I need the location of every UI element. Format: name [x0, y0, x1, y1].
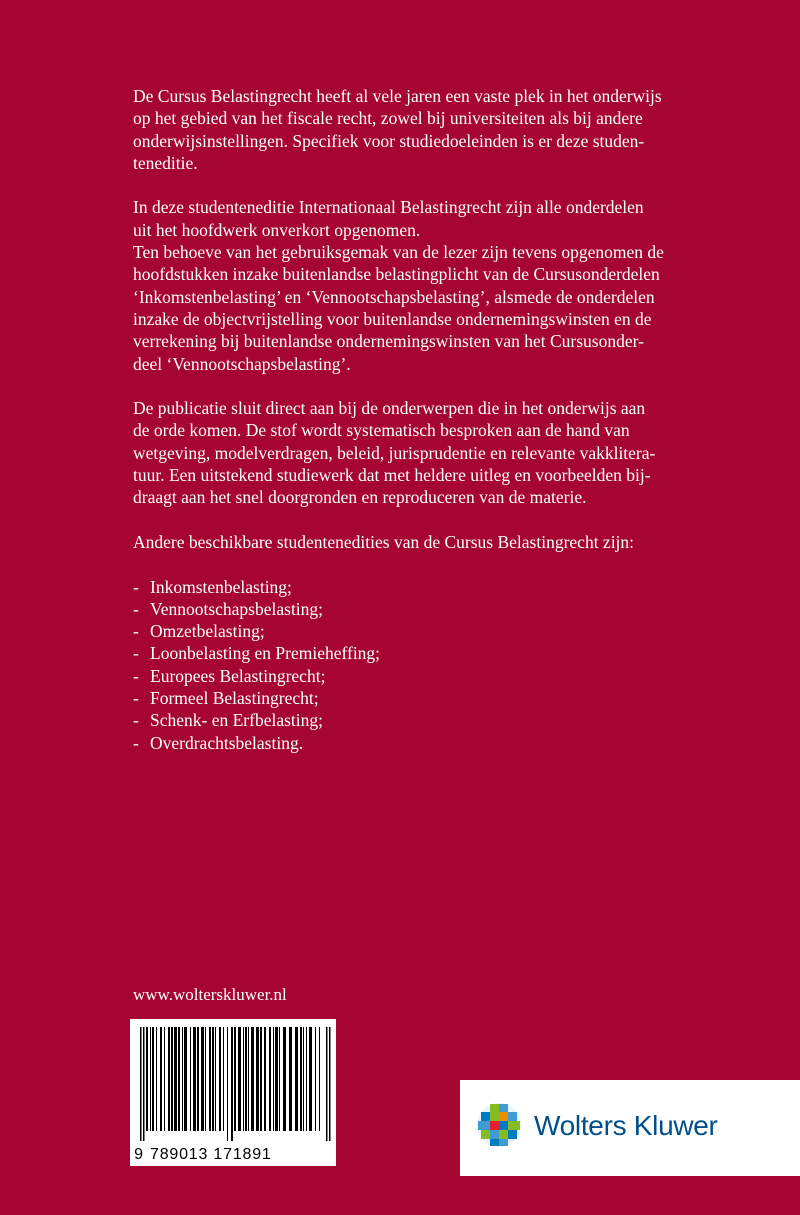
- publisher-logo-box: [460, 1080, 800, 1176]
- barcode-bar: [309, 1027, 312, 1131]
- description-paragraph-3: De publicatie sluit direct aan bij de onderwerpen die in het onderwijs aan de orde komen. De stof wordt systematisch besproken aan de hand van wetgeving, modelverdragen, beleid, jurisprudentie en relevante vakklitera- tuur. Een uitstekend studiewerk dat met heldere uitleg en voorbeelden bij- draagt aan het snel doorgronden en reproduceren van de materie.: [133, 398, 656, 508]
- barcode-bar: [326, 1027, 328, 1141]
- barcode-bar: [231, 1027, 233, 1141]
- barcode-bar: [212, 1027, 214, 1131]
- barcode-bar: [264, 1027, 266, 1131]
- list-item: [133, 709, 693, 731]
- publisher-website: www.wolterskluwer.nl: [133, 985, 287, 1004]
- editions-intro: Andere beschikbare studentenedities van de Cursus Belastingrecht zijn:: [133, 531, 635, 552]
- barcode-bar: [319, 1027, 320, 1131]
- barcode-bar: [182, 1027, 183, 1131]
- barcode-bar: [205, 1027, 206, 1131]
- barcode-bar: [300, 1027, 302, 1131]
- barcode-bar: [156, 1027, 157, 1131]
- barcode-bar: [238, 1027, 241, 1131]
- edition-title: Loonbelasting en Premieheffing;: [150, 643, 381, 664]
- list-bullet: -: [133, 732, 139, 753]
- list-item: [133, 620, 693, 642]
- editions-list: [133, 576, 693, 754]
- list-bullet: -: [133, 576, 139, 597]
- barcode-bar: [152, 1027, 154, 1131]
- barcode-bar: [273, 1027, 274, 1131]
- publisher-name: Wolters Kluwer: [534, 1110, 718, 1141]
- isbn-barcode: [130, 1019, 336, 1166]
- barcode-bar: [164, 1027, 165, 1131]
- list-bullet: -: [133, 621, 139, 642]
- barcode-bar: [315, 1027, 316, 1131]
- barcode-bar: [243, 1027, 244, 1131]
- barcode-bar: [289, 1027, 292, 1131]
- edition-title: Vennootschapsbelasting;: [150, 598, 324, 619]
- barcode-bar: [275, 1027, 278, 1131]
- edition-title: Overdrachtsbelasting.: [150, 732, 304, 753]
- list-bullet: -: [133, 665, 139, 686]
- isbn-first-digit: 9: [134, 1146, 144, 1163]
- list-bullet: -: [133, 643, 139, 664]
- barcode-bar: [174, 1027, 177, 1131]
- barcode-bar: [150, 1027, 151, 1131]
- barcode-bar: [184, 1027, 187, 1131]
- barcode-bar: [193, 1027, 196, 1131]
- barcode-bar: [223, 1027, 224, 1131]
- barcode-bar: [269, 1027, 271, 1131]
- wolters-kluwer-logo-icon: [476, 1102, 522, 1148]
- barcode-bar: [295, 1027, 298, 1131]
- description-paragraph-1: De Cursus Belastingrecht heeft al vele jaren een vaste plek in het onderwijs op het gebied van het fiscale recht, zowel bij universiteiten als bij andere onderwijsinstellingen. Specifiek voor studiedoeleinden is er deze studen- teneditie.: [133, 86, 662, 173]
- list-item: [133, 687, 693, 709]
- barcode-bar: [279, 1027, 280, 1131]
- barcode-bar: [168, 1027, 170, 1131]
- barcode-bar: [256, 1027, 259, 1131]
- edition-title: Omzetbelasting;: [150, 621, 265, 642]
- barcode-bar: [227, 1027, 228, 1141]
- barcode-bar: [303, 1027, 304, 1131]
- barcode-bar: [245, 1027, 247, 1131]
- barcode-bar: [283, 1027, 286, 1131]
- barcode-bar: [178, 1027, 180, 1131]
- list-bullet: -: [133, 598, 139, 619]
- list-bullet: -: [133, 688, 139, 709]
- barcode-bar: [197, 1027, 199, 1131]
- barcode-bar: [251, 1027, 254, 1131]
- barcode-bar: [190, 1027, 191, 1131]
- list-item: [133, 598, 693, 620]
- edition-title: Schenk- en Erfbelasting;: [150, 710, 324, 731]
- edition-title: Inkomstenbelasting;: [150, 576, 292, 597]
- list-item: [133, 732, 693, 754]
- barcode-bar: [248, 1027, 249, 1131]
- isbn-digits: 789013 171891: [150, 1146, 272, 1163]
- isbn-number: [130, 1146, 336, 1164]
- barcode-bar: [143, 1027, 145, 1141]
- list-item: [133, 642, 693, 664]
- list-item: [133, 576, 693, 598]
- barcode-bar: [329, 1027, 331, 1141]
- description-paragraph-2: In deze studenteneditie Internationaal Belastingrecht zijn alle onderdelen uit het hoofdwerk onverkort opgenomen. Ten behoeve van het gebruiksgemak van de lezer zijn tevens opgenomen de hoofdstukken inzake buitenlandse belastingplicht van de Cursusonderdelen ‘Inkomstenbelasting’ en ‘Vennootschapsbelasting’, alsmede de onderdelen inzake de objectvrijstelling voor buitenlandse ondernemingswinsten en de verrekening bij buitenlandse ondernemingswinsten van het Cursusonder- deel ‘Vennootschapsbelasting’.: [133, 197, 664, 374]
- barcode-bar: [201, 1027, 204, 1131]
- list-item: [133, 665, 693, 687]
- barcode-bar: [171, 1027, 173, 1131]
- barcode-bar: [234, 1027, 236, 1131]
- barcode-bars: [130, 1019, 336, 1146]
- edition-title: Europees Belastingrecht;: [150, 665, 326, 686]
- list-bullet: -: [133, 710, 139, 731]
- barcode-bar: [260, 1027, 262, 1131]
- barcode-bar: [219, 1027, 221, 1131]
- barcode-bar: [306, 1027, 307, 1131]
- barcode-bar: [215, 1027, 216, 1131]
- back-cover-text: [133, 85, 693, 754]
- barcode-bar: [209, 1027, 211, 1131]
- edition-title: Formeel Belastingrecht;: [150, 688, 319, 709]
- barcode-bar: [140, 1027, 142, 1141]
- barcode-bar: [160, 1027, 162, 1131]
- barcode-bar: [146, 1027, 148, 1131]
